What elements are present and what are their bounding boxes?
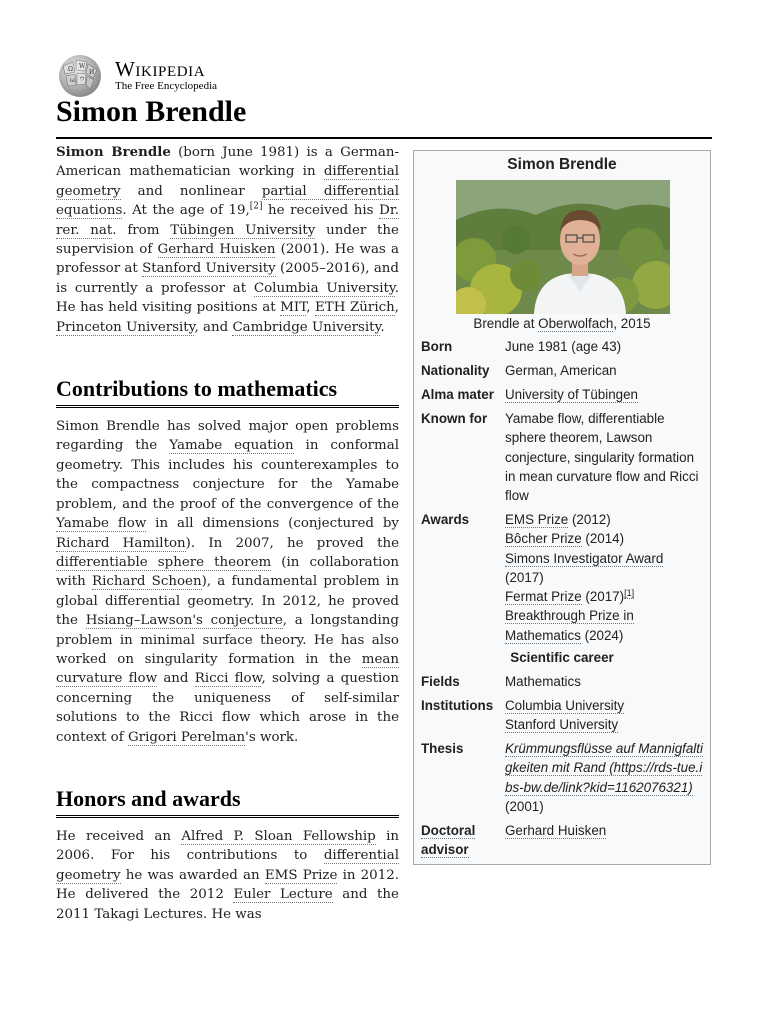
scientific-career-heading: Scientific career xyxy=(510,650,614,665)
link-richard-hamilton[interactable]: Richard Hamilton xyxy=(56,535,186,551)
text: . from xyxy=(112,222,171,238)
honors-paragraph xyxy=(56,827,399,924)
link-columbia-university-inst[interactable]: Columbia University xyxy=(505,698,625,713)
globe-logo-icon xyxy=(55,54,105,98)
link-differential-geometry[interactable]: differential geometry xyxy=(56,164,399,199)
text: he was awarded an xyxy=(120,867,265,883)
text: , a longstanding problem in minimal surface theory. He has also worked on singularity formation in the xyxy=(56,613,399,667)
text: Brendle at xyxy=(473,316,539,331)
thesis-value xyxy=(505,739,707,816)
awards-value xyxy=(505,510,707,645)
institutions-label: Institutions xyxy=(421,698,494,713)
alma-mater-label: Alma mater xyxy=(421,387,494,402)
link-eth-zurich[interactable]: ETH Zürich xyxy=(315,300,395,316)
wikipedia-tagline: The Free Encyclopedia xyxy=(115,80,218,92)
link-fermat-prize[interactable]: Fermat Prize xyxy=(505,589,582,605)
born-label: Born xyxy=(421,339,453,354)
link-hsiang-lawson-conjecture[interactable]: Hsiang–Lawson's conjecture xyxy=(85,613,283,629)
article-body xyxy=(56,143,399,924)
award-item xyxy=(505,587,707,606)
link-ems-prize-award[interactable]: EMS Prize xyxy=(505,512,569,527)
link-bocher-prize[interactable]: Bôcher Prize xyxy=(505,531,582,547)
award-item xyxy=(505,549,707,568)
link-richard-schoen[interactable]: Richard Schoen xyxy=(91,574,202,590)
link-dr-rer-nat[interactable]: Dr. rer. nat xyxy=(56,203,399,238)
contributions-paragraph xyxy=(56,417,399,747)
link-ems-prize[interactable]: EMS Prize xyxy=(264,867,338,883)
link-ricci-flow[interactable]: Ricci flow xyxy=(194,671,262,687)
text: (2012) xyxy=(568,512,611,527)
link-columbia-university[interactable]: Columbia University xyxy=(253,280,395,296)
text: , 2015 xyxy=(613,316,651,331)
photo-caption xyxy=(414,314,710,333)
link-thesis[interactable]: Krümmungsflüsse auf Mannigfaltigkeiten mit Rand (https://rds-tue.ibs-bw.de/link?kid=1162076321) xyxy=(505,741,703,795)
text: (2005–2016), and is currently a professor at xyxy=(56,261,399,296)
link-differentiable-sphere-theorem[interactable]: differentiable sphere theorem xyxy=(56,554,272,570)
wikipedia-logo[interactable] xyxy=(55,54,255,98)
text: . He has held visiting positions at xyxy=(56,280,399,316)
portrait-image xyxy=(456,180,670,314)
reference-link[interactable]: [2] xyxy=(249,201,263,212)
text: ), a fundamental problem in global differential geometry. In 2012, he proved the xyxy=(56,574,399,629)
text: (in collaboration with xyxy=(56,554,400,590)
link-simons-investigator-award[interactable]: Simons Investigator Award xyxy=(505,550,664,566)
text: (2024) xyxy=(580,627,624,643)
text: and xyxy=(157,671,195,687)
text: in 2006. For his contributions to xyxy=(56,828,399,864)
link-gerhard-huisken-advisor[interactable]: Gerhard Huisken xyxy=(505,823,607,838)
text: . xyxy=(380,319,385,335)
text: in 2012. He delivered the 2012 xyxy=(56,867,399,903)
svg-text:И: И xyxy=(89,69,95,76)
section-heading-contributions: Contributions to mathematics xyxy=(56,375,399,408)
award-year: (2017) xyxy=(505,569,544,585)
alma-mater-value xyxy=(505,385,707,404)
text: He received an xyxy=(56,828,182,844)
text: in conformal geometry. This includes his counterexamples to the compactness conjecture for the Yamabe problem, and the proof of the convergence of the xyxy=(56,438,400,512)
svg-text:ウ: ウ xyxy=(79,76,86,83)
link-breakthrough-prize[interactable]: Breakthrough Prize in Mathematics xyxy=(505,608,634,643)
institutions-value xyxy=(505,696,707,735)
link-princeton-university[interactable]: Princeton University xyxy=(56,319,195,335)
link-tubingen-university[interactable]: Tübingen University xyxy=(170,222,316,238)
link-university-of-tubingen[interactable]: University of Tübingen xyxy=(505,387,638,402)
svg-text:Ω: Ω xyxy=(68,66,73,73)
section-heading-honors: Honors and awards xyxy=(56,785,399,818)
link-cambridge-university[interactable]: Cambridge University xyxy=(232,319,381,335)
doctoral-advisor-value xyxy=(505,821,707,840)
link-stanford-university[interactable]: Stanford University xyxy=(142,261,276,277)
known-for-label: Known for xyxy=(421,411,488,426)
wikipedia-wordmark: Wikipedia xyxy=(115,57,206,81)
link-mean-curvature-flow[interactable]: mean curvature flow xyxy=(56,651,399,687)
text: (2001) xyxy=(505,798,544,814)
fields-value: Mathematics xyxy=(505,674,581,689)
fields-label: Fields xyxy=(421,674,460,689)
nationality-value: German, American xyxy=(505,363,617,378)
reference-link[interactable]: [1] xyxy=(624,587,635,598)
text: (2014) xyxy=(581,531,625,547)
award-item xyxy=(505,510,707,529)
text: . At the age of 19, xyxy=(122,203,250,219)
nationality-label: Nationality xyxy=(421,363,490,378)
text: Simon Brendle has solved major open problems regarding the xyxy=(56,419,399,454)
text: he received his xyxy=(262,203,380,219)
text: (born June 1981) is a German-American mathematician working in xyxy=(56,145,399,180)
svg-text:ω: ω xyxy=(70,77,75,84)
awards-label: Awards xyxy=(421,512,470,527)
text: , solving a question concerning the uniqueness of self-similar solutions to the Ricci flow which arose in the context of xyxy=(56,671,399,745)
thesis-label: Thesis xyxy=(421,741,464,756)
text: , xyxy=(394,300,399,316)
award-item xyxy=(505,529,707,548)
infobox-title: Simon Brendle xyxy=(507,156,617,173)
text: Doctoral advisor xyxy=(421,823,476,858)
intro-paragraph xyxy=(56,143,399,337)
link-yamabe-equation[interactable]: Yamabe equation xyxy=(169,438,294,454)
born-value: June 1981 (age 43) xyxy=(505,339,622,354)
link-gerhard-huisken[interactable]: Gerhard Huisken xyxy=(157,242,276,258)
link-differential-geometry-2[interactable]: differential geometry xyxy=(56,848,399,883)
portrait-photo[interactable] xyxy=(456,180,670,314)
link-oberwolfach[interactable]: Oberwolfach xyxy=(538,316,614,331)
text: (2017) xyxy=(581,589,625,605)
link-stanford-university-inst[interactable]: Stanford University xyxy=(505,717,619,733)
text: 's work. xyxy=(245,729,299,745)
svg-text:W: W xyxy=(79,63,86,70)
link-mit[interactable]: MIT xyxy=(280,300,307,316)
text: under the supervision of xyxy=(56,222,399,258)
text: , xyxy=(306,300,316,316)
link-yamabe-flow[interactable]: Yamabe flow xyxy=(56,516,147,532)
link-euler-lecture[interactable]: Euler Lecture xyxy=(233,887,333,903)
doctoral-advisor-label xyxy=(421,821,501,860)
text: and nonlinear xyxy=(120,183,262,199)
link-sloan-fellowship[interactable]: Alfred P. Sloan Fellowship xyxy=(181,828,376,844)
text: , and xyxy=(194,319,233,335)
infobox xyxy=(413,150,711,865)
text: ). In 2007, he proved the xyxy=(185,535,399,551)
page-title: Simon Brendle xyxy=(56,95,247,128)
link-grigori-perelman[interactable]: Grigori Perelman xyxy=(127,729,246,745)
subject-name: Simon Brendle xyxy=(56,144,171,160)
link-partial-differential-equations[interactable]: partial differential equations xyxy=(56,183,399,219)
title-divider xyxy=(56,137,712,139)
text: in all dimensions (conjectured by xyxy=(146,516,399,532)
award-item xyxy=(505,606,707,645)
known-for-value: Yamabe flow, differentiable sphere theorem, Lawson conjecture, singularity formation in mean curvature flow and Ricci flow xyxy=(505,411,699,504)
text: (2001). He was a professor at xyxy=(56,242,399,277)
text: and the 2011 Takagi Lectures. He was xyxy=(56,887,399,922)
